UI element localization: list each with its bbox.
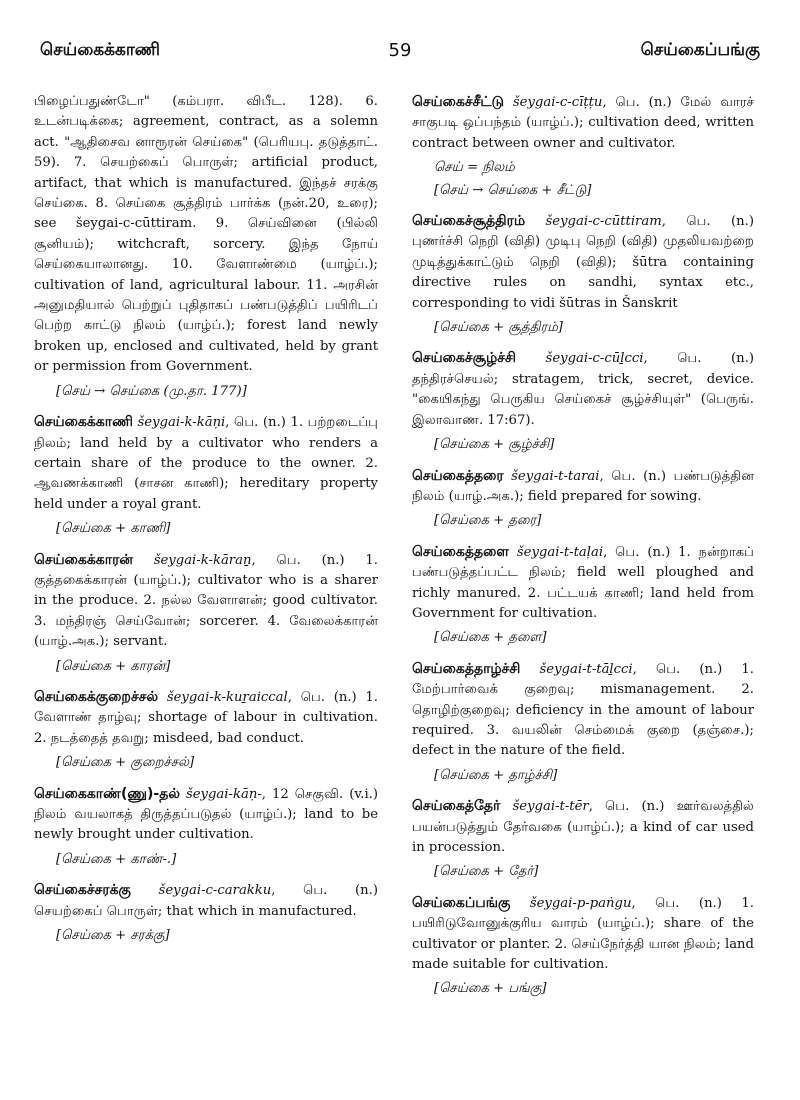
entry-note: செய் = நிலம் xyxy=(434,160,515,176)
entry-etymology: [செய் → செய்கை + சீட்டு] xyxy=(434,182,592,198)
dictionary-entry xyxy=(412,796,754,858)
dictionary-entry xyxy=(412,542,754,625)
entry-definition: , பெ. (n.) 1. நன்றாகப் பண்படுத்தப்பட்ட நிலம்; field well ploughed and richly manured. 2. பட்டயக் காணி; land held from Government for cultivation. xyxy=(412,544,754,621)
entry-etymology: [செய்கை + காரன்] xyxy=(56,658,171,674)
entry-headword: செய்கைக்காணி xyxy=(34,414,133,431)
entry-etymology: [செய்கை + குறைச்சல்] xyxy=(56,755,195,771)
entry-headword: செய்கைகாண்(ணு)-தல் xyxy=(34,785,180,802)
entry-headword: செய்கைத்தரை xyxy=(412,467,504,484)
entry-transliteration: šeygai-c-cīṭṭu xyxy=(512,95,603,110)
dictionary-entry xyxy=(34,784,378,846)
entry-definition: , பெ. (n.) பண்படுத்தின நிலம் (யாழ்.அக.); field prepared for sowing. xyxy=(412,468,754,504)
right-column xyxy=(412,92,754,1010)
entry-transliteration: šeygai-kāṇ- xyxy=(185,786,262,802)
entry-etymology: [செய்கை + தாழ்ச்சி] xyxy=(434,767,558,783)
entry-etymology: [செய்கை + சூத்திரம்] xyxy=(434,320,563,336)
entry-definition: , பெ. (n.) மேல் வாரச் சாகுபடி ஒப்பந்தம் (யாழ்ப்.); cultivation deed, written contract between owner and cultivator. xyxy=(412,95,754,151)
header-right-guideword: செய்கைப்பங்கு xyxy=(640,40,760,60)
left-column xyxy=(34,92,378,956)
entry-etymology: [செய்கை + சூழ்ச்சி] xyxy=(434,437,555,453)
continuation-etymology: [செய் → செய்கை (மு.தா. 177)] xyxy=(56,383,247,399)
page-header xyxy=(40,40,760,70)
right-entries xyxy=(412,92,754,1000)
entry-definition: , பெ. (n.) ஊர்வலத்தில் பயன்படுத்தும் தேர்வகை (யாழ்ப்.); a kind of car used in procession. xyxy=(412,799,754,855)
entry-definition: , பெ. (n.) 1. வேளாண் தாழ்வு; shortage of labour in cultivation. 2. நடத்தைத் தவறு; misdeed, bad conduct. xyxy=(34,689,378,746)
entry-definition: , 12 செகுவி. (v.i.) நிலம் வயலாகத் திருத்தப்படுதல் (யாழ்ப்.); land to be newly brought under cultivation. xyxy=(34,786,378,843)
dictionary-entry xyxy=(34,412,378,515)
entry-definition: , பெ. (n.) புணர்ச்சி நெறி (விதி) முடிபு நெறி (விதி) முதலியவற்றை முடித்துக்காட்டும் நெறி (விதி); šūtra containing directive rules on sandhi, syntax etc., corresponding to vidi šūtras in Šanskrit xyxy=(412,214,754,311)
entry-definition: , பெ. (n.) 1. பயிரிடுவோனுக்குரிய வாரம் (யாழ்ப்.); share of the cultivator or planter. 2. செய்நேர்த்தி யான நிலம்; land made suitable for cultivation. xyxy=(412,895,754,973)
entry-headword: செய்கைத்தாழ்ச்சி xyxy=(412,660,521,677)
entry-definition: , பெ. (n.) தந்திரச்செயல்; stratagem, trick, secret, device. "கையிகந்து பெருகிய செய்கைச் சூழ்ச்சியுள்" (பெருங். இலாவாண. 17:67). xyxy=(412,351,754,428)
page-number: 59 xyxy=(388,40,412,61)
entry-transliteration: šeygai-t-tāḻcci xyxy=(539,661,633,677)
entry-transliteration: šeygai-c-cūḻcci xyxy=(545,351,644,367)
entry-transliteration: šeygai-t-tēr xyxy=(512,799,589,815)
entry-etymology: [செய்கை + பங்கு] xyxy=(434,981,547,997)
entry-definition: , பெ. (n.) 1. மேற்பார்வைக் குறைவு; mismanagement. 2. தொழிற்குறைவு; deficiency in the amount of labour required. 3. வயலின் செம்மைக் குறை (தஞ்சை.); defect in the nature of the field. xyxy=(412,661,754,759)
entry-transliteration: šeygai-c-cūttiram xyxy=(545,214,662,230)
entry-etymology: [செய்கை + சரக்கு] xyxy=(56,928,170,944)
entry-etymology: [செய்கை + காணி] xyxy=(56,521,171,537)
entry-transliteration: šeygai-k-kāraṉ xyxy=(153,552,252,568)
entry-etymology: [செய்கை + தளை] xyxy=(434,630,547,646)
dictionary-entry xyxy=(412,92,754,154)
entry-headword: செய்கைக்காரன் xyxy=(34,551,133,568)
dictionary-entry xyxy=(412,348,754,431)
entry-transliteration: šeygai-c-carakku xyxy=(158,883,272,899)
dictionary-entry xyxy=(34,687,378,749)
left-entries xyxy=(34,412,378,946)
entry-definition: , பெ. (n.) செயற்கைப் பொருள்; that which in manufactured. xyxy=(34,883,378,919)
header-left-guideword: செய்கைக்காணி xyxy=(40,40,161,60)
entry-headword: செய்கைக்குறைச்சல் xyxy=(34,688,159,705)
entry-definition: , பெ. (n.) 1. பற்றடைப்பு நிலம்; land held by a cultivator who renders a certain share of the produce to the owner. 2. ஆவணக்காணி (சாசன காணி); hereditary property held under a royal grant. xyxy=(34,415,378,512)
entry-headword: செய்கைப்பங்கு xyxy=(412,894,511,911)
entry-headword: செய்கைச்சூத்திரம் xyxy=(412,213,526,230)
dictionary-entry xyxy=(412,659,754,762)
dictionary-entry xyxy=(412,893,754,976)
entry-transliteration: šeygai-k-kāṇi xyxy=(137,415,226,431)
entry-headword: செய்கைத்தேர் xyxy=(412,798,501,815)
dictionary-entry xyxy=(34,550,378,653)
dictionary-entry xyxy=(412,211,754,314)
entry-transliteration: šeygai-p-paṅgu xyxy=(529,895,632,911)
entry-etymology: [செய்கை + காண்-.] xyxy=(56,851,177,867)
entry-transliteration: šeygai-t-tarai xyxy=(511,468,600,484)
entry-definition: , பெ. (n.) 1. குத்தகைக்காரன் (யாழ்ப்.); cultivator who is a sharer in the produce. 2. நல்ல வேளாளன்; good cultivator. 3. மந்திரஞ் செய்வோன்; sorcerer. 4. வேலைக்காரன் (யாழ்.அக.); servant. xyxy=(34,552,378,650)
dictionary-entry xyxy=(34,880,378,922)
entry-transliteration: šeygai-k-kuṟaiccal xyxy=(166,689,288,705)
continuation-text: பிழைப்பதுண்டோ" (கம்பரா. விபீட. 128). 6. உடன்படிக்கை; agreement, contract, as a solemn act. "ஆதிசைவ னாரூரன் செய்கை" (பெரியபு. தடுத்தாட். 59). 7. செயற்கைப் பொருள்; artificial product, artifact, that which is manufactured. இந்தச் சரக்கு செய்கை. 8. செய்கை சூத்திரம் பார்க்க (நன்.20, உரை); see šeygai-c-cūttiram. 9. செய்வினை (பில்லி சூனியம்); witchcraft, sorcery. இந்த நோய் செய்கையாலானது. 10. வேளாண்மை (யாழ்ப்.); cultivation of land, agricultural labour. 11. அரசின் அனுமதியால் பெற்றுப் புதிதாகப் பண்படுத்திப் பயிரிடப் பெற்ற காட்டு நிலம் (யாழ்ப்.); forest land newly broken up, enclosed and cultivated, held by grant or permission from Government. xyxy=(34,94,378,375)
entry-headword: செய்கைச்சூழ்ச்சி xyxy=(412,350,516,367)
entry-transliteration: šeygai-t-taḷai xyxy=(516,544,604,560)
entry-headword: செய்கைச்சரக்கு xyxy=(34,882,131,899)
entry-headword: செய்கைச்சீட்டு xyxy=(412,94,504,110)
entry-headword: செய்கைத்தளை xyxy=(412,543,509,560)
entry-etymology: [செய்கை + தேர்] xyxy=(434,864,539,880)
entry-etymology: [செய்கை + தரை] xyxy=(434,513,542,529)
dictionary-entry xyxy=(412,466,754,508)
